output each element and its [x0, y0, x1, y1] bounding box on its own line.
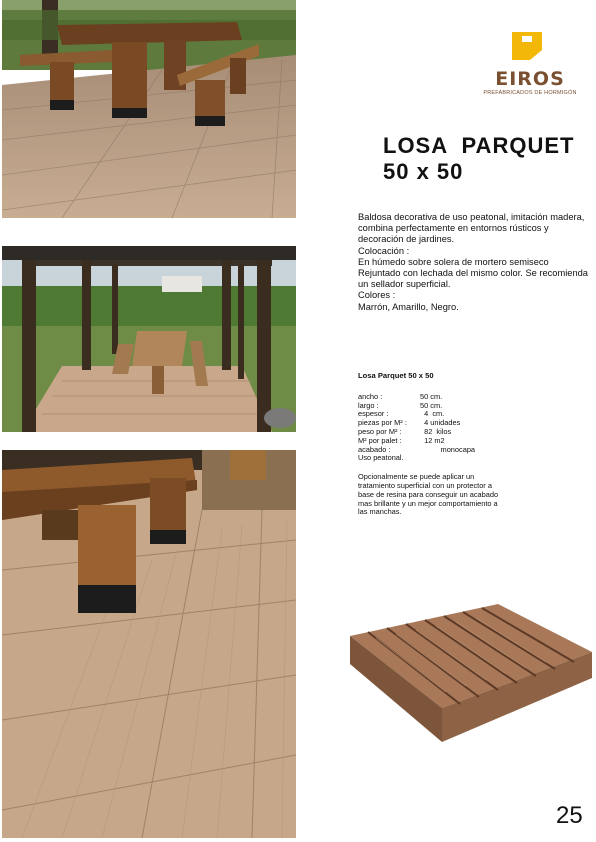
brand-logo	[480, 28, 580, 98]
brand-name: EIROS	[495, 68, 565, 90]
brand-mark-icon	[510, 30, 544, 62]
spec-label: largo :	[358, 400, 379, 410]
spec-label: acabado :	[358, 444, 391, 454]
spec-usage: Uso peatonal.	[358, 453, 404, 463]
description-intro: Baldosa decorativa de uso peatonal, imitación madera, combina perfectamente en entornos rústicos y decoración de jardines.	[358, 212, 585, 245]
page-number: 25	[556, 802, 583, 829]
spec-value: 82 kilos	[420, 426, 452, 436]
spec-note: Opcionalmente se puede aplicar un tratamiento superficial con un protector a base de resina para conseguir un acabado mas brillante y un mejor comportamiento a las manchas.	[358, 472, 499, 517]
spec-label: peso por M² :	[358, 426, 402, 436]
product-title-line2: 50 x 50	[383, 159, 464, 184]
brand-tagline: PREFABRICADOS DE HORMIGÓN	[483, 90, 577, 96]
photo-wooden-table-on-parquet	[2, 0, 296, 218]
product-title-line1: LOSA PARQUET	[383, 133, 575, 158]
spec-label: ancho :	[358, 391, 383, 401]
product-title	[383, 133, 574, 185]
spec-value: 4 unidades	[420, 418, 461, 428]
photo-pergola-garden	[2, 246, 296, 432]
spec-value: monocapa	[420, 444, 476, 454]
spec-row	[358, 393, 538, 402]
spec-value: 12 m2	[420, 435, 445, 445]
spec-title: Losa Parquet 50 x 50	[358, 371, 434, 380]
colores-heading: Colores :	[358, 290, 396, 301]
photo-bench-closeup	[2, 450, 296, 838]
colocacion-text: En húmedo sobre solera de mortero semiseco Rejuntado con lechada del mismo color. Se recomienda un sellador superficial.	[358, 256, 588, 290]
colores-text: Marrón, Amarillo, Negro.	[358, 301, 459, 312]
spec-value: 50 cm.	[420, 400, 443, 410]
photo-single-tile	[346, 604, 596, 744]
spec-value: 4 cm.	[420, 409, 445, 419]
product-description	[358, 212, 588, 313]
spec-sheet	[358, 372, 538, 517]
spec-label: espesor :	[358, 409, 389, 419]
colocacion-heading: Colocación :	[358, 245, 410, 256]
spec-value: 50 cm.	[420, 391, 443, 401]
spec-label: M² por palet :	[358, 435, 402, 445]
spec-label: piezas por M² :	[358, 418, 407, 428]
